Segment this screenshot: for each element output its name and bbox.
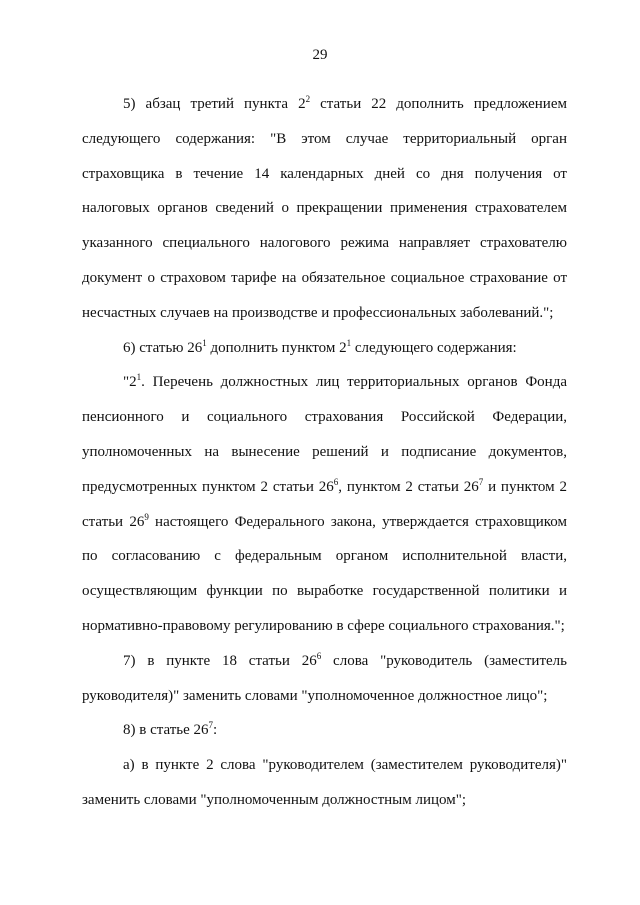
- page-number: 29: [312, 47, 328, 63]
- item-5-text-b: статьи 22 дополнить предложением следующего содержания: "В этом случае территориальный орган страховщика в течение 14 календарных дней со дня получения от налоговых органов сведений о прекращении применения страхователем указанного специального налогового режима направляет страхователю документ о страховом тарифе на обязательное социальное страхование от несчастных случаев на производстве и профессиональных заболеваний.";: [82, 96, 567, 321]
- paragraph-item-8: [82, 713, 567, 748]
- quote-text-c: , пунктом 2 статьи 26: [338, 478, 479, 495]
- quote-text-e: настоящего Федерального закона, утверждается страховщиком по согласованию с федеральным органом исполнительной власти, осуществляющим функции по выработке государственной политики и нормативно-правовому регулированию в сфере социального страхования.";: [82, 513, 568, 634]
- item-8-text-a: 8) в статье 26: [123, 722, 209, 739]
- item-8-text-b: :: [213, 722, 218, 739]
- quote-superscript-d: 9: [144, 511, 149, 522]
- quote-superscript-b: 6: [333, 476, 339, 487]
- item-7-superscript: 6: [316, 650, 322, 661]
- paragraph-item-7: [82, 644, 567, 714]
- item-6-text-c: следующего содержания:: [351, 339, 517, 356]
- paragraph-item-8a: [82, 748, 567, 818]
- quote-text-a: "2: [123, 374, 137, 391]
- item-7-text-a: 7) в пункте 18 статьи 26: [123, 652, 317, 669]
- document-body: [82, 87, 567, 818]
- paragraph-item-5: [82, 87, 567, 331]
- item-5-superscript: 2: [305, 94, 311, 104]
- item-6-superscript-b: 1: [346, 337, 352, 348]
- paragraph-quoted-point: [82, 365, 567, 643]
- item-6-text-a: 6) статью 26: [123, 339, 203, 356]
- item-8a-text: а) в пункте 2 слова "руководителем (заместителем руководителя)" заменить словами "уполномоченным должностным лицом";: [82, 757, 567, 808]
- quote-text-b: . Перечень должностных лиц территориальных органов Фонда пенсионного и социального страхования Российской Федерации, уполномоченных на вынесение решений и подписание документов, предусмотренных пунктом 2 статьи 26: [82, 374, 567, 495]
- item-6-superscript-a: 1: [202, 337, 207, 348]
- item-6-text-b: дополнить пунктом 2: [206, 339, 347, 356]
- quote-superscript-c: 7: [478, 476, 484, 487]
- paragraph-item-6: [82, 331, 567, 366]
- item-8-superscript: 7: [208, 720, 214, 731]
- quote-superscript-a: 1: [136, 372, 142, 383]
- quote-text-d: и пунктом 2 статьи 26: [82, 478, 567, 530]
- item-7-text-b: слова "руководитель (заместитель руководителя)" заменить словами "уполномоченное должностное лицо";: [82, 652, 567, 704]
- item-5-text-a: 5) абзац третий пункта 2: [123, 96, 306, 112]
